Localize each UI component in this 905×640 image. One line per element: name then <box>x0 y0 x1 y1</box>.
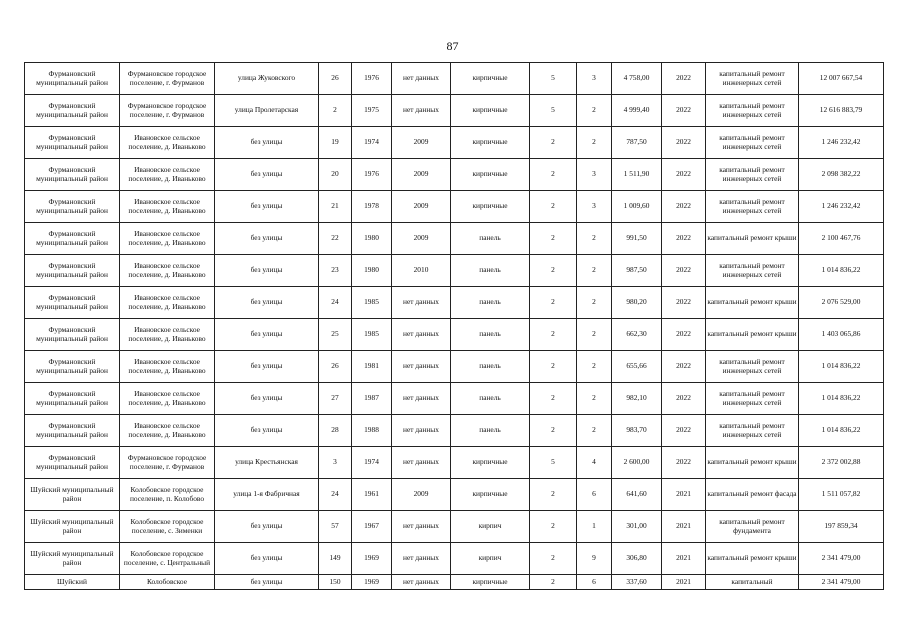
cell-year-built: 1961 <box>352 479 392 511</box>
cell-year-built: 1969 <box>352 575 392 590</box>
cell-settlement: Ивановское сельское поселение, д. Иваньково <box>120 287 215 319</box>
cell-year-built: 1987 <box>352 383 392 415</box>
cell-year-reconstruction: 2009 <box>392 479 451 511</box>
cell-work-type: капитальный ремонт крыши <box>706 287 799 319</box>
cell-floors: 2 <box>530 223 577 255</box>
cell-house: 21 <box>319 191 352 223</box>
table-row <box>25 383 884 415</box>
cell-plan-year: 2021 <box>662 511 706 543</box>
cell-entrances: 2 <box>577 415 612 447</box>
cell-settlement: Ивановское сельское поселение, д. Иваньково <box>120 319 215 351</box>
cell-area: 982,10 <box>612 383 662 415</box>
cell-entrances: 2 <box>577 127 612 159</box>
cell-area: 987,50 <box>612 255 662 287</box>
cell-year-reconstruction: нет данных <box>392 95 451 127</box>
cell-settlement: Ивановское сельское поселение, д. Иваньково <box>120 191 215 223</box>
cell-cost: 197 859,34 <box>799 511 884 543</box>
cell-entrances: 2 <box>577 351 612 383</box>
cell-walls: кирпичные <box>451 479 530 511</box>
cell-district: Фурмановский муниципальный район <box>25 159 120 191</box>
cell-plan-year: 2022 <box>662 415 706 447</box>
cell-walls: панель <box>451 415 530 447</box>
cell-year-built: 1969 <box>352 543 392 575</box>
cell-floors: 2 <box>530 415 577 447</box>
cell-work-type: капитальный ремонт инженерных сетей <box>706 255 799 287</box>
cell-plan-year: 2022 <box>662 287 706 319</box>
cell-year-reconstruction: нет данных <box>392 287 451 319</box>
table-row <box>25 351 884 383</box>
cell-house: 24 <box>319 479 352 511</box>
cell-work-type: капитальный ремонт крыши <box>706 319 799 351</box>
cell-work-type: капитальный ремонт фундамента <box>706 511 799 543</box>
cell-year-built: 1976 <box>352 63 392 95</box>
cell-walls: кирпичные <box>451 159 530 191</box>
cell-entrances: 3 <box>577 191 612 223</box>
cell-year-reconstruction: нет данных <box>392 319 451 351</box>
cell-entrances: 3 <box>577 63 612 95</box>
cell-area: 1 511,90 <box>612 159 662 191</box>
cell-street: улица Пролетарская <box>215 95 319 127</box>
table-body <box>25 63 884 590</box>
cell-plan-year: 2021 <box>662 479 706 511</box>
cell-walls: панель <box>451 351 530 383</box>
cell-walls: кирпичные <box>451 63 530 95</box>
cell-cost: 1 246 232,42 <box>799 127 884 159</box>
cell-district: Фурмановский муниципальный район <box>25 287 120 319</box>
cell-work-type: капитальный ремонт крыши <box>706 223 799 255</box>
table-row <box>25 159 884 191</box>
cell-area: 787,50 <box>612 127 662 159</box>
cell-district: Фурмановский муниципальный район <box>25 383 120 415</box>
cell-cost: 12 007 667,54 <box>799 63 884 95</box>
cell-house: 25 <box>319 319 352 351</box>
cell-street: улица Жуковского <box>215 63 319 95</box>
cell-work-type: капитальный ремонт инженерных сетей <box>706 191 799 223</box>
cell-street: без улицы <box>215 255 319 287</box>
cell-district: Фурмановский муниципальный район <box>25 319 120 351</box>
cell-year-built: 1975 <box>352 95 392 127</box>
cell-entrances: 2 <box>577 223 612 255</box>
cell-settlement: Ивановское сельское поселение, д. Иваньково <box>120 255 215 287</box>
cell-area: 1 009,60 <box>612 191 662 223</box>
cell-area: 662,30 <box>612 319 662 351</box>
cell-plan-year: 2022 <box>662 447 706 479</box>
cell-cost: 1 014 836,22 <box>799 351 884 383</box>
cell-street: улица Крестьянская <box>215 447 319 479</box>
cell-entrances: 2 <box>577 383 612 415</box>
cell-district: Фурмановский муниципальный район <box>25 223 120 255</box>
cell-street: без улицы <box>215 415 319 447</box>
cell-district: Фурмановский муниципальный район <box>25 95 120 127</box>
cell-house: 23 <box>319 255 352 287</box>
cell-cost: 2 372 002,88 <box>799 447 884 479</box>
cell-area: 641,60 <box>612 479 662 511</box>
cell-area: 983,70 <box>612 415 662 447</box>
cell-year-built: 1967 <box>352 511 392 543</box>
cell-street: без улицы <box>215 191 319 223</box>
cell-entrances: 6 <box>577 479 612 511</box>
cell-year-reconstruction: 2009 <box>392 191 451 223</box>
cell-work-type: капитальный ремонт инженерных сетей <box>706 383 799 415</box>
cell-house: 150 <box>319 575 352 590</box>
cell-work-type: капитальный ремонт инженерных сетей <box>706 63 799 95</box>
cell-settlement: Колобовское городское поселение, с. Центральный <box>120 543 215 575</box>
cell-street: без улицы <box>215 575 319 590</box>
cell-year-built: 1980 <box>352 255 392 287</box>
cell-work-type: капитальный ремонт фасада <box>706 479 799 511</box>
table-row <box>25 511 884 543</box>
cell-cost: 1 014 836,22 <box>799 383 884 415</box>
cell-plan-year: 2022 <box>662 383 706 415</box>
page-number: 87 <box>446 39 459 53</box>
cell-plan-year: 2022 <box>662 319 706 351</box>
cell-walls: панель <box>451 255 530 287</box>
cell-entrances: 3 <box>577 159 612 191</box>
cell-area: 2 600,00 <box>612 447 662 479</box>
cell-year-reconstruction: нет данных <box>392 383 451 415</box>
cell-year-reconstruction: нет данных <box>392 575 451 590</box>
cell-settlement: Фурмановское городское поселение, г. Фурманов <box>120 95 215 127</box>
cell-plan-year: 2022 <box>662 127 706 159</box>
cell-work-type: капитальный ремонт крыши <box>706 447 799 479</box>
cell-house: 28 <box>319 415 352 447</box>
cell-cost: 1 014 836,22 <box>799 415 884 447</box>
cell-district: Фурмановский муниципальный район <box>25 127 120 159</box>
cell-district: Фурмановский муниципальный район <box>25 191 120 223</box>
cell-settlement: Ивановское сельское поселение, д. Иваньково <box>120 223 215 255</box>
table-row <box>25 127 884 159</box>
cell-house: 20 <box>319 159 352 191</box>
cell-district: Фурмановский муниципальный район <box>25 447 120 479</box>
cell-settlement: Колобовское <box>120 575 215 590</box>
cell-work-type: капитальный ремонт инженерных сетей <box>706 415 799 447</box>
cell-entrances: 2 <box>577 95 612 127</box>
cell-floors: 2 <box>530 351 577 383</box>
table-row <box>25 223 884 255</box>
cell-entrances: 2 <box>577 255 612 287</box>
cell-floors: 2 <box>530 127 577 159</box>
cell-walls: кирпич <box>451 511 530 543</box>
cell-floors: 2 <box>530 575 577 590</box>
cell-settlement: Ивановское сельское поселение, д. Иваньково <box>120 159 215 191</box>
cell-district: Фурмановский муниципальный район <box>25 63 120 95</box>
cell-district: Фурмановский муниципальный район <box>25 415 120 447</box>
cell-street: без улицы <box>215 511 319 543</box>
cell-walls: панель <box>451 287 530 319</box>
cell-work-type: капитальный ремонт инженерных сетей <box>706 351 799 383</box>
table-row <box>25 415 884 447</box>
cell-floors: 2 <box>530 191 577 223</box>
cell-settlement: Колобовское городское поселение, с. Зименки <box>120 511 215 543</box>
cell-street: без улицы <box>215 319 319 351</box>
cell-house: 27 <box>319 383 352 415</box>
table-row <box>25 191 884 223</box>
cell-year-reconstruction: 2010 <box>392 255 451 287</box>
table-row <box>25 95 884 127</box>
cell-walls: кирпичные <box>451 447 530 479</box>
cell-year-reconstruction: 2009 <box>392 223 451 255</box>
cell-floors: 2 <box>530 383 577 415</box>
cell-cost: 1 246 232,42 <box>799 191 884 223</box>
cell-settlement: Ивановское сельское поселение, д. Иваньково <box>120 415 215 447</box>
cell-floors: 2 <box>530 319 577 351</box>
cell-cost: 12 616 883,79 <box>799 95 884 127</box>
cell-cost: 2 098 382,22 <box>799 159 884 191</box>
cell-year-reconstruction: нет данных <box>392 543 451 575</box>
table-row <box>25 63 884 95</box>
cell-street: без улицы <box>215 127 319 159</box>
cell-street: без улицы <box>215 351 319 383</box>
cell-plan-year: 2022 <box>662 351 706 383</box>
cell-walls: кирпичные <box>451 575 530 590</box>
cell-house: 26 <box>319 63 352 95</box>
cell-settlement: Фурмановское городское поселение, г. Фурманов <box>120 63 215 95</box>
housing-repair-table <box>24 62 884 590</box>
cell-plan-year: 2022 <box>662 255 706 287</box>
cell-plan-year: 2022 <box>662 223 706 255</box>
cell-year-reconstruction: 2009 <box>392 159 451 191</box>
cell-floors: 2 <box>530 159 577 191</box>
cell-year-built: 1985 <box>352 319 392 351</box>
cell-area: 4 999,40 <box>612 95 662 127</box>
cell-plan-year: 2021 <box>662 575 706 590</box>
cell-entrances: 1 <box>577 511 612 543</box>
cell-year-reconstruction: нет данных <box>392 415 451 447</box>
cell-district: Шуйский муниципальный район <box>25 511 120 543</box>
cell-street: без улицы <box>215 543 319 575</box>
cell-floors: 2 <box>530 479 577 511</box>
cell-year-built: 1976 <box>352 159 392 191</box>
cell-settlement: Фурмановское городское поселение, г. Фурманов <box>120 447 215 479</box>
cell-entrances: 9 <box>577 543 612 575</box>
cell-district: Шуйский <box>25 575 120 590</box>
cell-street: улица 1-я Фабричная <box>215 479 319 511</box>
cell-settlement: Ивановское сельское поселение, д. Иваньково <box>120 383 215 415</box>
cell-street: без улицы <box>215 223 319 255</box>
cell-street: без улицы <box>215 287 319 319</box>
cell-street: без улицы <box>215 159 319 191</box>
cell-floors: 2 <box>530 255 577 287</box>
cell-district: Шуйский муниципальный район <box>25 479 120 511</box>
cell-work-type: капитальный ремонт крыши <box>706 543 799 575</box>
cell-plan-year: 2022 <box>662 191 706 223</box>
cell-area: 337,60 <box>612 575 662 590</box>
table-row <box>25 287 884 319</box>
cell-year-reconstruction: нет данных <box>392 447 451 479</box>
cell-house: 22 <box>319 223 352 255</box>
cell-cost: 2 341 479,00 <box>799 543 884 575</box>
cell-year-built: 1980 <box>352 223 392 255</box>
cell-year-reconstruction: нет данных <box>392 511 451 543</box>
cell-cost: 2 341 479,00 <box>799 575 884 590</box>
table-row <box>25 319 884 351</box>
cell-area: 4 758,00 <box>612 63 662 95</box>
cell-floors: 2 <box>530 511 577 543</box>
cell-cost: 1 403 065,86 <box>799 319 884 351</box>
cell-floors: 2 <box>530 543 577 575</box>
cell-work-type: капитальный <box>706 575 799 590</box>
cell-year-built: 1974 <box>352 127 392 159</box>
cell-house: 2 <box>319 95 352 127</box>
cell-cost: 2 076 529,00 <box>799 287 884 319</box>
cell-area: 991,50 <box>612 223 662 255</box>
cell-cost: 1 511 057,82 <box>799 479 884 511</box>
cell-house: 26 <box>319 351 352 383</box>
cell-year-built: 1981 <box>352 351 392 383</box>
cell-cost: 2 100 467,76 <box>799 223 884 255</box>
cell-year-reconstruction: нет данных <box>392 351 451 383</box>
cell-settlement: Ивановское сельское поселение, д. Иваньково <box>120 351 215 383</box>
cell-floors: 5 <box>530 95 577 127</box>
cell-settlement: Колобовское городское поселение, п. Колобово <box>120 479 215 511</box>
cell-house: 3 <box>319 447 352 479</box>
table-row <box>25 575 884 590</box>
cell-walls: панель <box>451 319 530 351</box>
cell-floors: 5 <box>530 63 577 95</box>
cell-year-built: 1985 <box>352 287 392 319</box>
cell-work-type: капитальный ремонт инженерных сетей <box>706 95 799 127</box>
cell-year-reconstruction: 2009 <box>392 127 451 159</box>
cell-area: 655,66 <box>612 351 662 383</box>
cell-walls: кирпичные <box>451 127 530 159</box>
cell-house: 149 <box>319 543 352 575</box>
table-row <box>25 479 884 511</box>
cell-district: Фурмановский муниципальный район <box>25 255 120 287</box>
cell-year-built: 1974 <box>352 447 392 479</box>
cell-district: Фурмановский муниципальный район <box>25 351 120 383</box>
cell-year-built: 1978 <box>352 191 392 223</box>
table-row <box>25 447 884 479</box>
cell-walls: панель <box>451 383 530 415</box>
cell-walls: кирпичные <box>451 95 530 127</box>
cell-year-reconstruction: нет данных <box>392 63 451 95</box>
cell-house: 57 <box>319 511 352 543</box>
cell-cost: 1 014 836,22 <box>799 255 884 287</box>
cell-plan-year: 2022 <box>662 63 706 95</box>
cell-house: 24 <box>319 287 352 319</box>
cell-walls: кирпичные <box>451 191 530 223</box>
cell-work-type: капитальный ремонт инженерных сетей <box>706 127 799 159</box>
cell-walls: панель <box>451 223 530 255</box>
cell-year-built: 1988 <box>352 415 392 447</box>
cell-area: 306,80 <box>612 543 662 575</box>
cell-walls: кирпич <box>451 543 530 575</box>
table-row <box>25 543 884 575</box>
cell-floors: 2 <box>530 287 577 319</box>
table-row <box>25 255 884 287</box>
cell-entrances: 4 <box>577 447 612 479</box>
cell-district: Шуйский муниципальный район <box>25 543 120 575</box>
cell-street: без улицы <box>215 383 319 415</box>
cell-area: 301,00 <box>612 511 662 543</box>
cell-plan-year: 2021 <box>662 543 706 575</box>
cell-area: 980,20 <box>612 287 662 319</box>
cell-entrances: 2 <box>577 319 612 351</box>
cell-entrances: 2 <box>577 287 612 319</box>
cell-settlement: Ивановское сельское поселение, д. Иваньково <box>120 127 215 159</box>
cell-house: 19 <box>319 127 352 159</box>
cell-work-type: капитальный ремонт инженерных сетей <box>706 159 799 191</box>
cell-plan-year: 2022 <box>662 159 706 191</box>
cell-entrances: 6 <box>577 575 612 590</box>
cell-plan-year: 2022 <box>662 95 706 127</box>
cell-floors: 5 <box>530 447 577 479</box>
